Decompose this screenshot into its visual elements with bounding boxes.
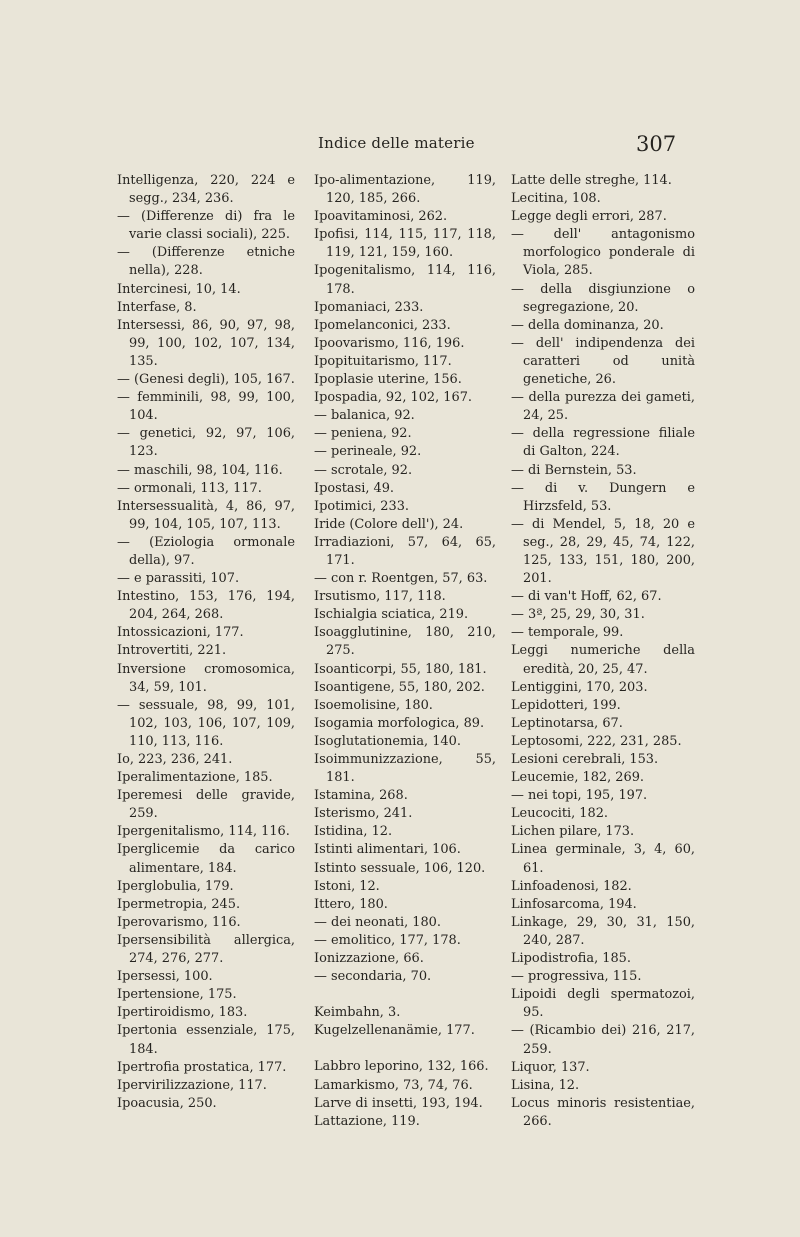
- index-entry: Linfosarcoma, 194.: [511, 896, 637, 912]
- index-entry: — secondaria, 70.: [314, 969, 432, 985]
- index-entry: — e parassiti, 107.: [117, 571, 240, 587]
- index-entry: Irradiazioni, 57, 64, 65, 171.: [314, 534, 496, 568]
- index-entry: — perineale, 92.: [314, 444, 422, 460]
- index-entry: Lattazione, 119.: [314, 1113, 420, 1129]
- index-entry: Locus minoris resistentiae, 266.: [511, 1095, 695, 1129]
- index-entry: — temporale, 99.: [511, 625, 624, 641]
- index-entry: Liquor, 137.: [511, 1059, 590, 1075]
- index-entry: — 3ª, 25, 29, 30, 31.: [511, 607, 645, 623]
- index-entry: Leggi numeriche della eredità, 20, 25, 47.: [511, 643, 695, 677]
- index-entry: Larve di insetti, 193, 194.: [314, 1095, 483, 1111]
- index-entry: — con r. Roentgen, 57, 63.: [314, 571, 488, 587]
- index-entry: Ipoplasie uterine, 156.: [314, 372, 462, 388]
- index-entry: Isoantigene, 55, 180, 202.: [314, 679, 485, 695]
- index-entry: Lecitina, 108.: [511, 191, 601, 207]
- index-entry: Ipo-alimentazione, 119, 120, 185, 266.: [314, 173, 496, 207]
- index-entry: Ipoavitaminosi, 262.: [314, 209, 448, 225]
- index-entry: Iperovarismo, 116.: [117, 914, 241, 930]
- index-entry: Linkage, 29, 30, 31, 150, 240, 287.: [511, 914, 695, 948]
- index-entry: Ipogenitalismo, 114, 116, 178.: [314, 263, 496, 297]
- index-entry: Lamarkismo, 73, 74, 76.: [314, 1077, 473, 1093]
- index-entry: Ipomaniaci, 233.: [314, 299, 424, 315]
- index-entry: — peniena, 92.: [314, 426, 412, 442]
- index-entry: — (Differenze etniche nella), 228.: [117, 245, 295, 279]
- index-entry: — nei topi, 195, 197.: [511, 788, 648, 804]
- index-entry: Intossicazioni, 177.: [117, 625, 244, 641]
- index-entry: — ormonali, 113, 117.: [117, 480, 262, 496]
- index-entry: Isterismo, 241.: [314, 806, 413, 822]
- index-entry: — della dominanza, 20.: [511, 317, 664, 333]
- index-entry: Labbro leporino, 132, 166.: [314, 1059, 489, 1075]
- index-entry: Iride (Colore dell'), 24.: [314, 516, 464, 532]
- index-entry: Leptosomi, 222, 231, 285.: [511, 733, 682, 749]
- page-number: 307: [636, 132, 677, 156]
- index-entry: Ipospadia, 92, 102, 167.: [314, 390, 473, 406]
- index-entry: — (Eziologia ormonale della), 97.: [117, 534, 295, 568]
- index-entry: — femminili, 98, 99, 100, 104.: [117, 390, 295, 424]
- index-entry: Leptinotarsa, 67.: [511, 715, 623, 731]
- index-entry: Isoimmunizzazione, 55, 181.: [314, 752, 496, 786]
- index-entry: Isoemolisine, 180.: [314, 697, 433, 713]
- index-entry: Ipertrofia prostatica, 177.: [117, 1059, 287, 1075]
- index-entry: Iperalimentazione, 185.: [117, 770, 273, 786]
- index-entry: Irsutismo, 117, 118.: [314, 589, 446, 605]
- index-entry: — della disgiunzione o segregazione, 20.: [511, 281, 695, 315]
- index-entry: Istidina, 12.: [314, 824, 393, 840]
- index-entry: Intestino, 153, 176, 194, 204, 264, 268.: [117, 589, 295, 623]
- index-entry: Iperglicemie da carico alimentare, 184.: [117, 842, 295, 876]
- index-entry: Lisina, 12.: [511, 1077, 580, 1093]
- index-entry: Ittero, 180.: [314, 896, 388, 912]
- index-entry: Intelligenza, 220, 224 e segg., 234, 236.: [117, 173, 295, 207]
- index-entry: Istinti alimentari, 106.: [314, 842, 461, 858]
- index-entry: Ipertiroidismo, 183.: [117, 1005, 248, 1021]
- index-entry: Lentiggini, 170, 203.: [511, 679, 648, 695]
- index-entry: Leucemie, 182, 269.: [511, 770, 645, 786]
- index-entry: — emolitico, 177, 178.: [314, 932, 461, 948]
- index-entry: — della regressione filiale di Galton, 224.: [511, 426, 695, 460]
- index-entry: Ipervirilizzazione, 117.: [117, 1077, 267, 1093]
- index-entry: Introvertiti, 221.: [117, 643, 227, 659]
- index-entry: Latte delle streghe, 114.: [511, 173, 672, 188]
- index-entry: — di v. Dungern e Hirzsfeld, 53.: [511, 480, 695, 514]
- index-entry: Inversione cromosomica, 34, 59, 101.: [117, 661, 295, 695]
- index-entry: Interfase, 8.: [117, 299, 197, 315]
- index-entry: Kugelzellenanämie, 177.: [314, 1023, 475, 1039]
- index-entry: Istamina, 268.: [314, 788, 408, 804]
- section-gap: [314, 986, 496, 1004]
- index-entry: Intersessualità, 4, 86, 97, 99, 104, 105, 107, 113.: [117, 498, 295, 532]
- index-entry: Ipersensibilità allergica, 274, 276, 277.: [117, 932, 295, 967]
- index-column-3: [511, 172, 695, 1131]
- index-entry: — balanica, 92.: [314, 408, 415, 424]
- index-entry: Ischialgia sciatica, 219.: [314, 607, 469, 623]
- index-entry: — (Ricambio dei) 216, 217, 259.: [511, 1023, 695, 1057]
- index-entry: — dell' antagonismo morfologico ponderale di Viola, 285.: [511, 227, 695, 279]
- index-entry: Isoglutationemia, 140.: [314, 733, 461, 749]
- index-entry: — sessuale, 98, 99, 101, 102, 103, 106, 107, 109, 110, 113, 116.: [117, 697, 295, 749]
- index-entry: Linfoadenosi, 182.: [511, 878, 632, 894]
- index-entry: Ipotimici, 233.: [314, 498, 409, 514]
- index-entry: Iperglobulia, 179.: [117, 878, 234, 894]
- index-entry: — progressiva, 115.: [511, 969, 642, 985]
- index-entry: Ipoovarismo, 116, 196.: [314, 335, 465, 351]
- index-entry: Isoagglutinine, 180, 210, 275.: [314, 625, 496, 659]
- index-entry: Ipofisi, 114, 115, 117, 118, 119, 121, 159, 160.: [314, 227, 496, 261]
- index-entry: Lipoidi degli spermatozoi, 95.: [511, 987, 695, 1021]
- index-entry: Ipersessi, 100.: [117, 969, 213, 985]
- index-entry: Leucociti, 182.: [511, 806, 609, 822]
- index-entry: Ipoacusia, 250.: [117, 1095, 217, 1111]
- index-entry: Intercinesi, 10, 14.: [117, 281, 241, 297]
- index-entry: Linea germinale, 3, 4, 60, 61.: [511, 842, 695, 876]
- index-entry: Ipertonia essenziale, 175, 184.: [117, 1023, 295, 1057]
- index-entry: — maschili, 98, 104, 116.: [117, 462, 283, 478]
- index-entry: — scrotale, 92.: [314, 462, 413, 478]
- index-entry: Istoni, 12.: [314, 878, 380, 894]
- section-gap: [314, 1040, 496, 1058]
- index-entry: Lesioni cerebrali, 153.: [511, 752, 659, 767]
- index-entry: Isoanticorpi, 55, 180, 181.: [314, 661, 487, 677]
- index-entry: — dei neonati, 180.: [314, 914, 441, 930]
- index-entry: Ipertensione, 175.: [117, 987, 237, 1003]
- index-entry: Lepidotteri, 199.: [511, 697, 621, 713]
- index-entry: — (Differenze di) fra le varie classi sociali), 225.: [117, 209, 295, 243]
- index-entry: Lichen pilare, 173.: [511, 824, 635, 840]
- index-entry: Isogamia morfologica, 89.: [314, 715, 485, 731]
- index-entry: Keimbahn, 3.: [314, 1005, 401, 1021]
- index-entry: Io, 223, 236, 241.: [117, 752, 233, 767]
- index-entry: Iperemesi delle gravide, 259.: [117, 788, 295, 822]
- index-entry: Legge degli errori, 287.: [511, 209, 667, 225]
- index-entry: Ionizzazione, 66.: [314, 951, 424, 967]
- index-column-2: [314, 172, 496, 1131]
- index-entry: — della purezza dei gameti, 24, 25.: [511, 390, 695, 424]
- index-entry: Ipopituitarismo, 117.: [314, 353, 452, 369]
- index-entry: Istinto sessuale, 106, 120.: [314, 860, 486, 876]
- index-entry: — dell' indipendenza dei caratteri od unità genetiche, 26.: [511, 335, 695, 388]
- index-entry: Intersessi, 86, 90, 97, 98, 99, 100, 102, 107, 134, 135.: [117, 317, 295, 369]
- index-entry: — genetici, 92, 97, 106, 123.: [117, 426, 295, 460]
- page-header-title: Indice delle materie: [318, 134, 475, 152]
- index-entry: Ipostasi, 49.: [314, 480, 395, 496]
- index-entry: — (Genesi degli), 105, 167.: [117, 372, 295, 388]
- index-entry: Ipermetropia, 245.: [117, 896, 241, 912]
- index-entry: — di van't Hoff, 62, 67.: [511, 589, 662, 605]
- index-column-1: [117, 172, 295, 1113]
- index-entry: Ipomelanconici, 233.: [314, 317, 451, 333]
- index-entry: Ipergenitalismo, 114, 116.: [117, 824, 290, 840]
- index-entry: — di Mendel, 5, 18, 20 e seg., 28, 29, 45, 74, 122, 125, 133, 151, 180, 200, 201.: [511, 516, 695, 587]
- index-entry: Lipodistrofia, 185.: [511, 951, 631, 967]
- index-entry: — di Bernstein, 53.: [511, 462, 637, 478]
